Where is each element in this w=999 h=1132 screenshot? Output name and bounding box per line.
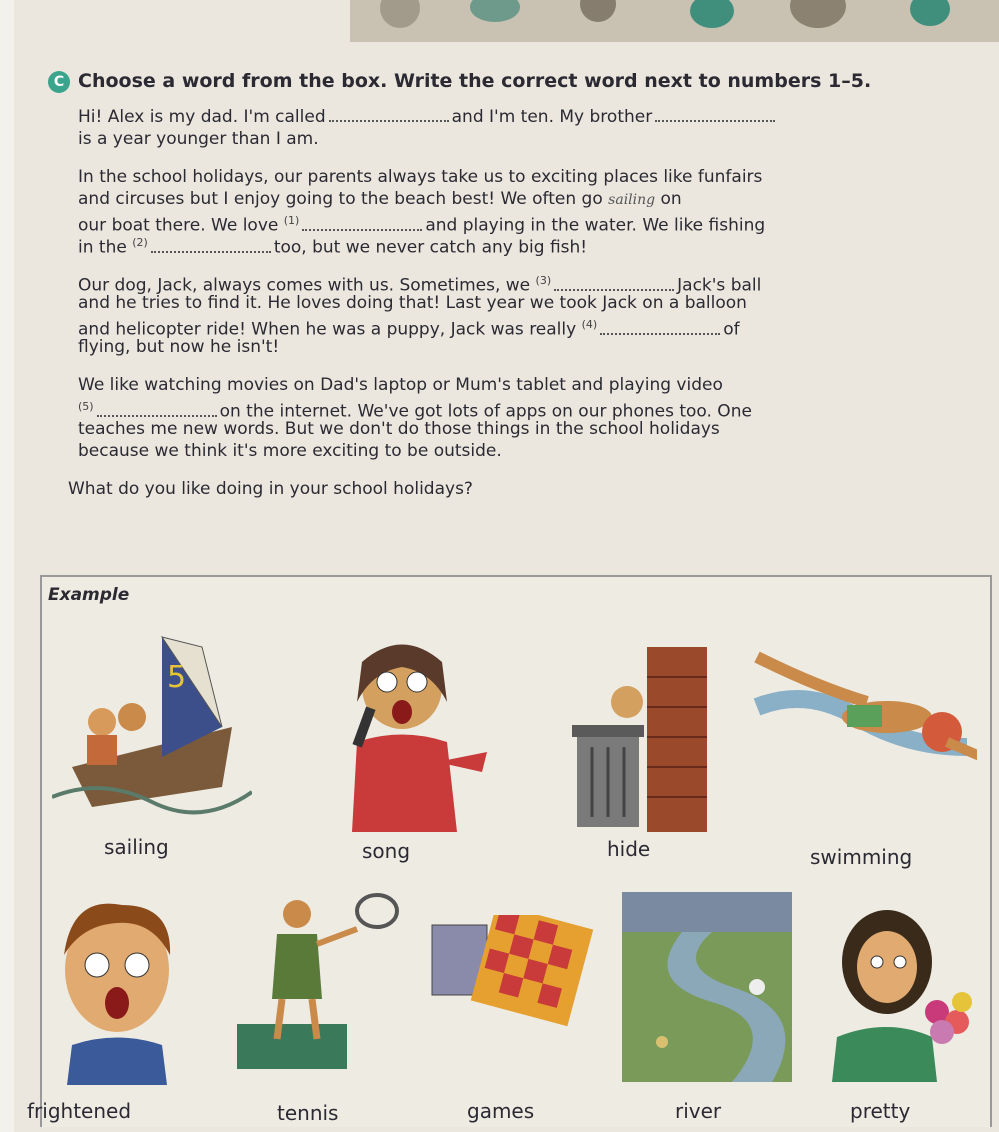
text-segment: on the internet. We've got lots of apps on our phones too. One	[219, 401, 752, 422]
text-segment: flying, but now he isn't!	[78, 337, 280, 357]
blank-number-4: (4)	[581, 318, 598, 331]
blank-number-3: (3)	[535, 274, 552, 287]
text-segment: on	[660, 189, 682, 209]
text-segment: our boat there. We love	[78, 215, 279, 236]
paper-edge	[0, 0, 14, 1132]
word-swimming: swimming	[810, 845, 913, 869]
river-picture	[622, 892, 792, 1082]
text-segment: and playing in the water. We like fishing	[425, 215, 766, 236]
example-label: Example	[48, 585, 130, 605]
text-segment: Jack's ball	[677, 275, 762, 296]
text-segment: teaches me new words. But we don't do those things in the school holidays	[78, 419, 720, 439]
text-line-11	[78, 374, 723, 396]
answer-blank-name[interactable]	[329, 106, 449, 122]
text-line-4	[78, 188, 682, 211]
text-segment: and he tries to find it. He loves doing that! Last year we took Jack on a balloon	[78, 293, 747, 313]
word-tennis: tennis	[277, 1101, 339, 1125]
svg-text:5: 5	[167, 660, 187, 695]
text-line-8	[78, 292, 747, 314]
games-picture	[427, 915, 597, 1035]
answer-blank-2[interactable]	[151, 237, 271, 253]
text-segment: and helicopter ride! When he was a puppy, Jack was really	[78, 319, 577, 340]
frightened-picture	[42, 895, 192, 1085]
text-line-13	[78, 418, 720, 440]
text-segment: and circuses but I enjoy going to the beach best! We often go	[78, 189, 603, 209]
sailing-picture	[52, 617, 252, 817]
answer-blank-5[interactable]	[97, 401, 217, 417]
answer-blank-4[interactable]	[600, 319, 720, 335]
word-sailing: sailing	[104, 835, 169, 859]
closing-question	[68, 478, 473, 500]
blank-number-5: (5)	[78, 400, 94, 413]
text-line-10	[78, 336, 279, 358]
pretty-picture	[822, 907, 982, 1087]
word-river: river	[675, 1099, 722, 1123]
example-answer: sailing	[608, 192, 656, 208]
text-segment: Our dog, Jack, always comes with us. Sometimes, we	[78, 275, 531, 296]
word-frightened: frightened	[27, 1099, 132, 1123]
text-segment: is a year younger than I am.	[78, 129, 319, 149]
text-line-1	[78, 106, 778, 128]
text-line-14	[78, 440, 502, 462]
text-segment: Hi! Alex is my dad. I'm called	[78, 107, 326, 127]
answer-blank-1[interactable]	[302, 215, 422, 231]
text-line-3	[78, 166, 762, 188]
hide-picture	[567, 637, 727, 837]
word-games: games	[467, 1099, 535, 1123]
exercise-number-badge: C	[48, 71, 70, 93]
text-segment: We like watching movies on Dad's laptop or Mum's tablet and playing video	[78, 375, 723, 395]
word-hide: hide	[607, 837, 651, 861]
answer-blank-3[interactable]	[554, 275, 674, 291]
text-line-6	[78, 232, 587, 259]
swimming-picture	[747, 647, 977, 797]
exercise-instruction: Choose a word from the box. Write the correct word next to numbers 1–5.	[78, 70, 872, 92]
song-picture	[317, 632, 497, 832]
text-segment: What do you like doing in your school holidays?	[68, 479, 473, 499]
text-segment: and I'm ten. My brother	[451, 107, 653, 127]
text-segment: because we think it's more exciting to be outside.	[78, 441, 502, 461]
text-segment: too, but we never catch any big fish!	[273, 237, 588, 258]
tennis-picture	[237, 889, 407, 1079]
word-pretty: pretty	[850, 1099, 911, 1123]
text-segment: of	[723, 319, 740, 340]
word-box	[27, 575, 992, 1127]
blank-number-2: (2)	[132, 236, 148, 249]
blank-number-1: (1)	[283, 214, 300, 227]
text-line-2	[78, 128, 319, 150]
decorative-pattern	[350, 0, 999, 42]
word-song: song	[362, 839, 411, 863]
exercise-heading	[48, 70, 871, 93]
text-segment: in the	[78, 237, 127, 258]
answer-blank-brother[interactable]	[655, 106, 775, 122]
text-segment: In the school holidays, our parents always take us to exciting places like funfairs	[78, 167, 763, 187]
